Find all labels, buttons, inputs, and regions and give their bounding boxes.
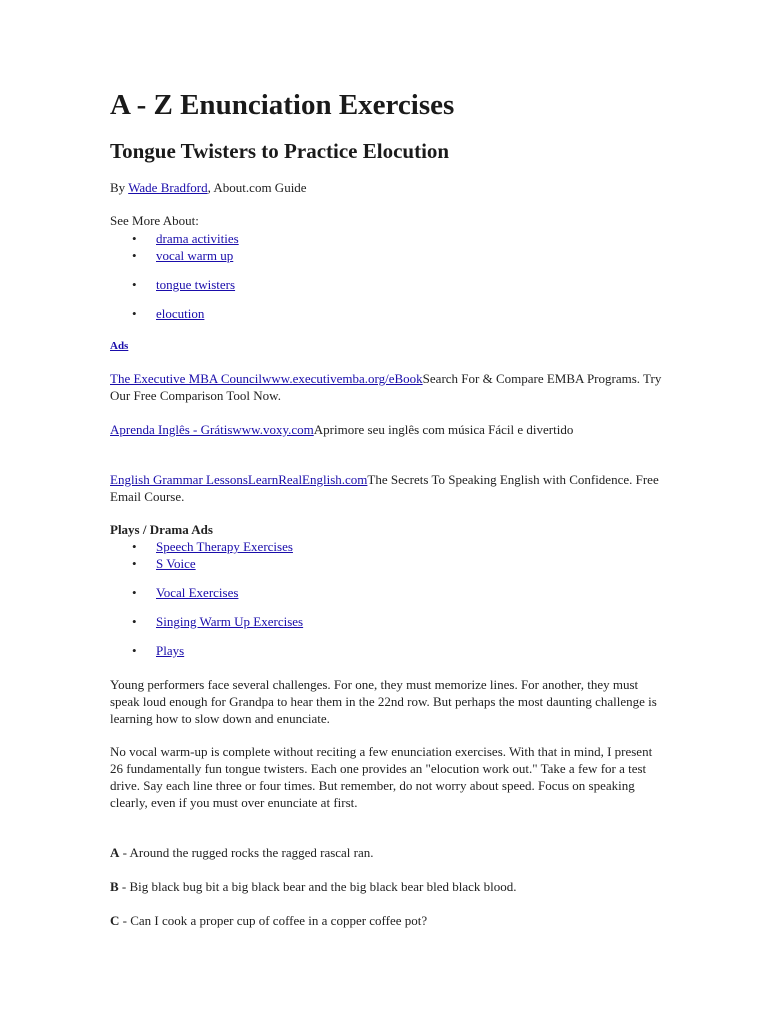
- ad-entry: [110, 370, 665, 404]
- list-item: [132, 584, 239, 601]
- drama-ad-link-s-voice[interactable]: S Voice: [156, 556, 196, 571]
- twister-line: [110, 844, 374, 861]
- twister-line: [110, 878, 517, 895]
- ad-link-title[interactable]: The Executive MBA Council: [110, 371, 263, 386]
- twister-text: - Around the rugged rocks the ragged rascal ran.: [119, 845, 374, 860]
- ad-link-url[interactable]: www.executivemba.org/eBook: [262, 371, 423, 386]
- drama-ads-label: Plays / Drama Ads: [110, 522, 213, 537]
- see-more-link-elocution[interactable]: elocution: [156, 306, 205, 321]
- bullet-icon: •: [132, 277, 137, 292]
- see-more-label: See More About:: [110, 213, 199, 228]
- list-item: [132, 276, 236, 293]
- author-link[interactable]: Wade Bradford: [128, 180, 208, 195]
- drama-ad-link-singing-warm-up[interactable]: Singing Warm Up Exercises: [156, 614, 304, 629]
- twister-text: - Can I cook a proper cup of coffee in a copper coffee pot?: [119, 913, 428, 928]
- byline-suffix: , About.com Guide: [207, 180, 307, 195]
- bullet-icon: •: [132, 248, 137, 263]
- ad-entry: [110, 421, 665, 438]
- bullet-icon: •: [132, 231, 137, 246]
- twister-text: - Big black bug bit a big black bear and the big black bear bled black blood.: [118, 879, 517, 894]
- list-item: [132, 642, 185, 659]
- twister-letter: B: [110, 879, 119, 894]
- bullet-icon: •: [132, 539, 137, 554]
- page-subtitle: Tongue Twisters to Practice Elocution: [110, 139, 450, 163]
- ad-entry: [110, 471, 665, 505]
- see-more-link-tongue-twisters[interactable]: tongue twisters: [156, 277, 236, 292]
- intro-paragraph: No vocal warm-up is complete without reciting a few enunciation exercises. With that in mind, I present 26 fundamentally fun tongue twisters. Each one provides an "elocution work out." Take a few for a test drive. Say each line three or four times. But remember, do not worry about speed. Focus on speaking clearly, even if you must over enunciate at first.: [110, 744, 653, 810]
- ad-link-url[interactable]: www.voxy.com: [232, 422, 314, 437]
- list-item: [132, 247, 234, 264]
- ad-link-title[interactable]: Aprenda Inglês - Grátis: [110, 422, 233, 437]
- drama-ad-link-plays[interactable]: Plays: [156, 643, 185, 658]
- ads-label-link[interactable]: Ads: [110, 340, 129, 352]
- ad-description: Aprimore seu inglês com música Fácil e divertido: [313, 422, 574, 437]
- ad-description: Search For & Compare EMBA Programs. Try Our Free Comparison Tool Now.: [110, 371, 662, 403]
- ad-description: The Secrets To Speaking English with Confidence. Free Email Course.: [110, 472, 659, 504]
- list-item: [132, 613, 304, 630]
- see-more-link-vocal-warm-up[interactable]: vocal warm up: [156, 248, 234, 263]
- bullet-icon: •: [132, 585, 137, 600]
- bullet-icon: •: [132, 643, 137, 658]
- twister-line: [110, 912, 427, 929]
- intro-paragraph: Young performers face several challenges. For one, they must memorize lines. For another, they must speak loud enough for Grandpa to hear them in the 22nd row. But perhaps the most daunting challenge is learning how to slow down and enunciate.: [110, 677, 657, 726]
- ad-link-title[interactable]: English Grammar Lessons: [110, 472, 248, 487]
- list-item: [132, 538, 293, 555]
- bullet-icon: •: [132, 306, 137, 321]
- drama-ad-link-vocal-exercises[interactable]: Vocal Exercises: [156, 585, 239, 600]
- see-more-link-drama-activities[interactable]: drama activities: [156, 231, 239, 246]
- byline: [110, 179, 307, 196]
- bullet-icon: •: [132, 556, 137, 571]
- drama-ad-link-speech-therapy[interactable]: Speech Therapy Exercises: [156, 539, 293, 554]
- twister-letter: A: [110, 845, 120, 860]
- bullet-icon: •: [132, 614, 137, 629]
- list-item: [132, 305, 205, 322]
- twister-letter: C: [110, 913, 120, 928]
- page-title: A - Z Enunciation Exercises: [110, 89, 455, 121]
- list-item: [132, 555, 196, 572]
- byline-prefix: By: [110, 180, 129, 195]
- list-item: [132, 230, 239, 247]
- ad-link-url[interactable]: LearnRealEnglish.com: [247, 472, 368, 487]
